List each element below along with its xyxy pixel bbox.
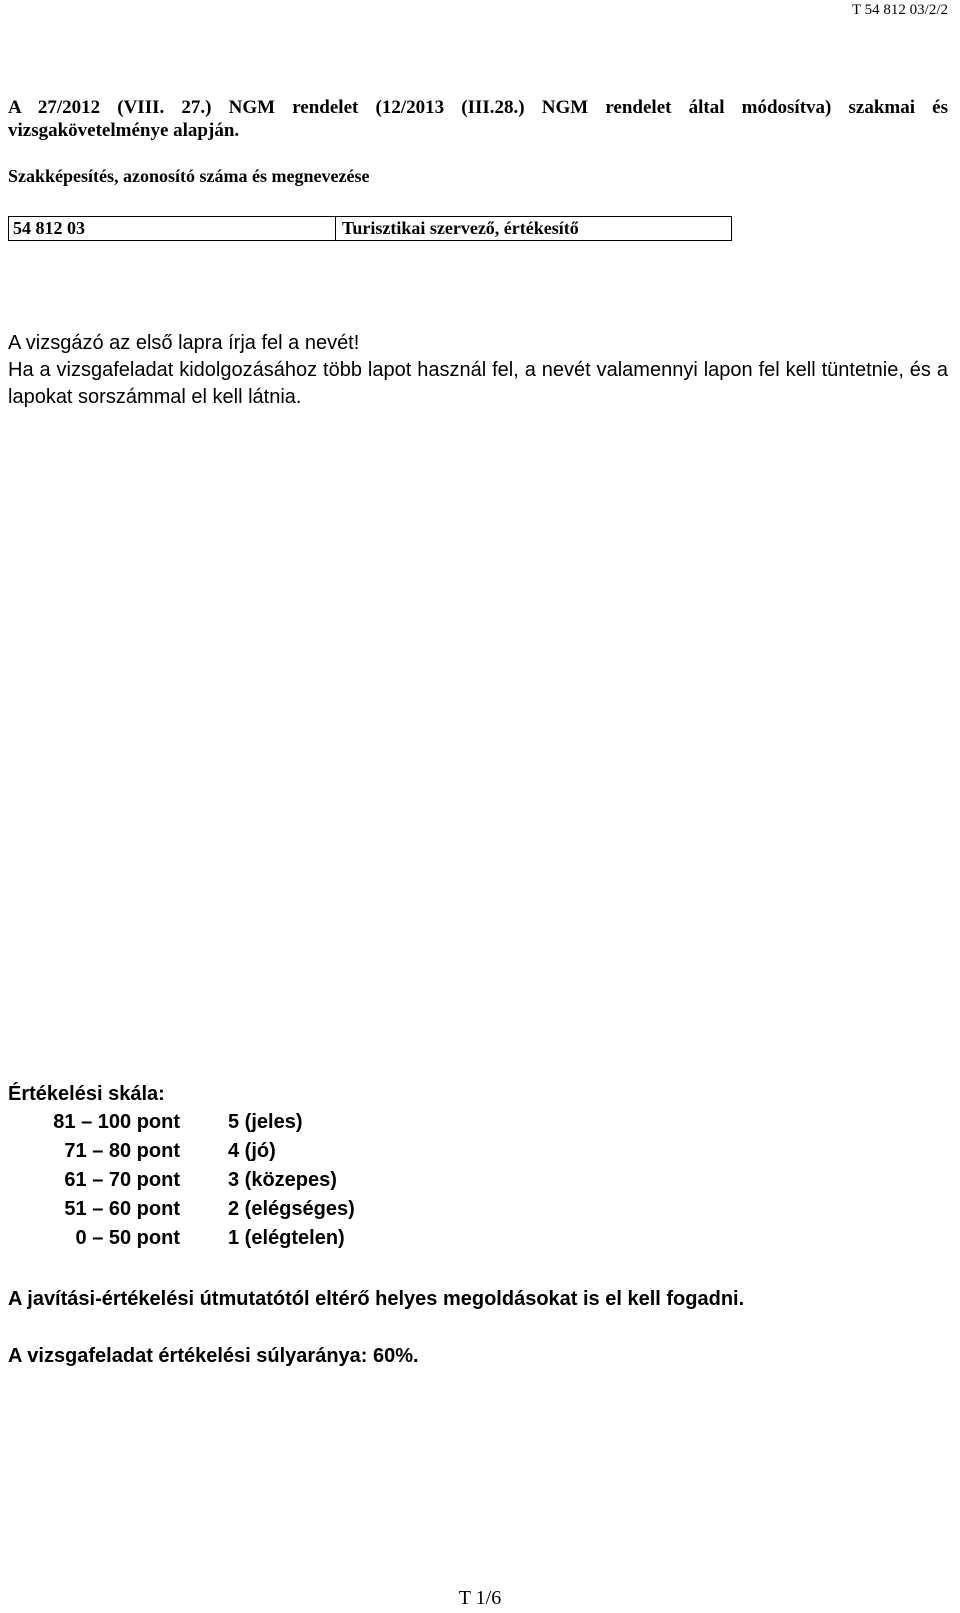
grade: 2 (elégséges) — [228, 1198, 355, 1220]
qualification-code: 54 812 03 — [9, 217, 336, 240]
grading-scale-title: Értékelési skála: — [8, 1083, 165, 1105]
document-code: T 54 812 03/2/2 — [852, 2, 948, 18]
grade: 3 (közepes) — [228, 1169, 337, 1191]
alternative-solutions-note: A javítási-értékelési útmutatótól eltérő helyes megoldásokat is el kell fogadni. — [8, 1288, 745, 1310]
grading-scale-row — [8, 1195, 355, 1224]
score-range: 71 – 80 pont — [64, 1140, 180, 1162]
instruction-name: A vizsgázó az első lapra írja fel a nevét! — [8, 332, 360, 354]
grading-scale-row — [8, 1108, 355, 1137]
qualification-table — [8, 216, 732, 241]
grading-scale-row — [8, 1137, 355, 1166]
grading-scale-row — [8, 1166, 355, 1195]
page-number: T 1/6 — [458, 1587, 502, 1609]
score-range: 61 – 70 pont — [64, 1169, 180, 1191]
grading-scale — [8, 1080, 355, 1253]
instructions — [8, 330, 948, 411]
qualification-label: Szakképesítés, azonosító száma és megnevezése — [8, 166, 370, 186]
score-range: 0 – 50 pont — [75, 1227, 180, 1249]
grade: 4 (jó) — [228, 1140, 276, 1162]
score-range: 51 – 60 pont — [64, 1198, 180, 1220]
grade: 1 (elégtelen) — [228, 1227, 345, 1249]
instruction-pages: Ha a vizsgafeladat kidolgozásához több lapot használ fel, a nevét valamennyi lapon fel kell tüntetnie, és a lapokat sorszámmal el kell látnia. — [8, 359, 948, 408]
regulation-intro: A 27/2012 (VIII. 27.) NGM rendelet (12/2013 (III.28.) NGM rendelet által módosítva) szakmai és vizsgakövetelménye alapján. — [8, 97, 948, 141]
grading-scale-row — [8, 1224, 355, 1253]
score-range: 81 – 100 pont — [53, 1111, 180, 1133]
qualification-name: Turisztikai szervező, értékesítő — [342, 218, 579, 238]
grade: 5 (jeles) — [228, 1111, 303, 1133]
weight-note: A vizsgafeladat értékelési súlyaránya: 60%. — [8, 1345, 419, 1367]
